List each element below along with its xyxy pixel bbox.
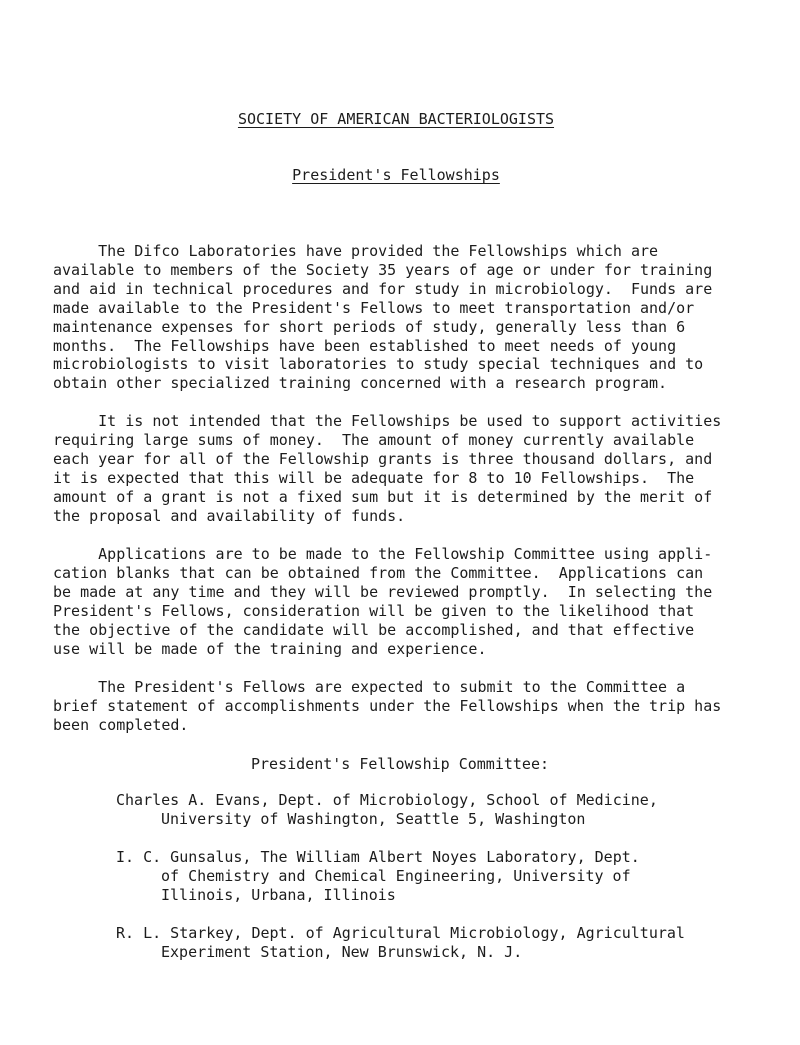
member-line: Charles A. Evans, Dept. of Microbiology, School of Medicine, [116,791,658,809]
text-line: and aid in technical procedures and for study in microbiology. Funds are [53,279,713,298]
text-line: brief statement of accomplishments under the Fellowships when the trip has [53,696,722,715]
text-line: President's Fellows, consideration will be given to the likelihood that [53,601,695,620]
text-line: Applications are to be made to the Fellowship Committee using appli- [53,545,713,563]
text-line: months. The Fellowships have been established to meet needs of young [53,336,677,355]
member-line: University of Washington, Seattle 5, Washington [161,809,586,828]
text-line: It is not intended that the Fellowships be used to support activities [53,412,722,430]
text-line: available to members of the Society 35 years of age or under for training [53,260,713,279]
paragraph-difco [53,242,753,393]
committee-member-evans [116,791,786,829]
text-line: it is expected that this will be adequate for 8 to 10 Fellowships. The [53,468,695,487]
fellowships-subheading: President's Fellowships [292,166,500,184]
text-line: microbiologists to visit laboratories to study special techniques and to [53,355,704,374]
text-line: use will be made of the training and experience. [53,639,487,658]
text-line: requiring large sums of money. The amount of money currently available [53,430,695,449]
committee-member-starkey [116,924,786,962]
member-line: I. C. Gunsalus, The William Albert Noyes Laboratory, Dept. [116,848,640,866]
text-line: The Difco Laboratories have provided the Fellowships which are [53,242,659,260]
text-line: obtain other specialized training concerned with a research program. [53,374,668,393]
text-line: cation blanks that can be obtained from the Committee. Applications can [53,563,704,582]
member-line: of Chemistry and Chemical Engineering, University of [161,866,631,885]
text-line: the objective of the candidate will be accomplished, and that effective [53,620,695,639]
member-line: Illinois, Urbana, Illinois [161,885,396,904]
paragraph-funding [53,412,753,525]
society-heading: SOCIETY OF AMERICAN BACTERIOLOGISTS [237,110,555,128]
member-line: Experiment Station, New Brunswick, N. J. [161,942,523,961]
text-line: maintenance expenses for short periods of study, generally less than 6 [53,317,686,336]
text-line: The President's Fellows are expected to submit to the Committee a [53,678,686,696]
text-line: been completed. [53,715,189,734]
paragraph-reporting [53,678,753,735]
text-line: the proposal and availability of funds. [53,506,406,525]
text-line: amount of a grant is not a fixed sum but it is determined by the merit of [53,487,713,506]
member-line: R. L. Starkey, Dept. of Agricultural Microbiology, Agricultural [116,924,685,942]
text-line: made available to the President's Fellows to meet transportation and/or [53,298,695,317]
text-line: be made at any time and they will be reviewed promptly. In selecting the [53,582,713,601]
paragraph-applications [53,545,753,658]
committee-member-gunsalus [116,848,786,905]
committee-heading: President's Fellowship Committee: [250,755,549,773]
text-line: each year for all of the Fellowship grants is three thousand dollars, and [53,449,713,468]
